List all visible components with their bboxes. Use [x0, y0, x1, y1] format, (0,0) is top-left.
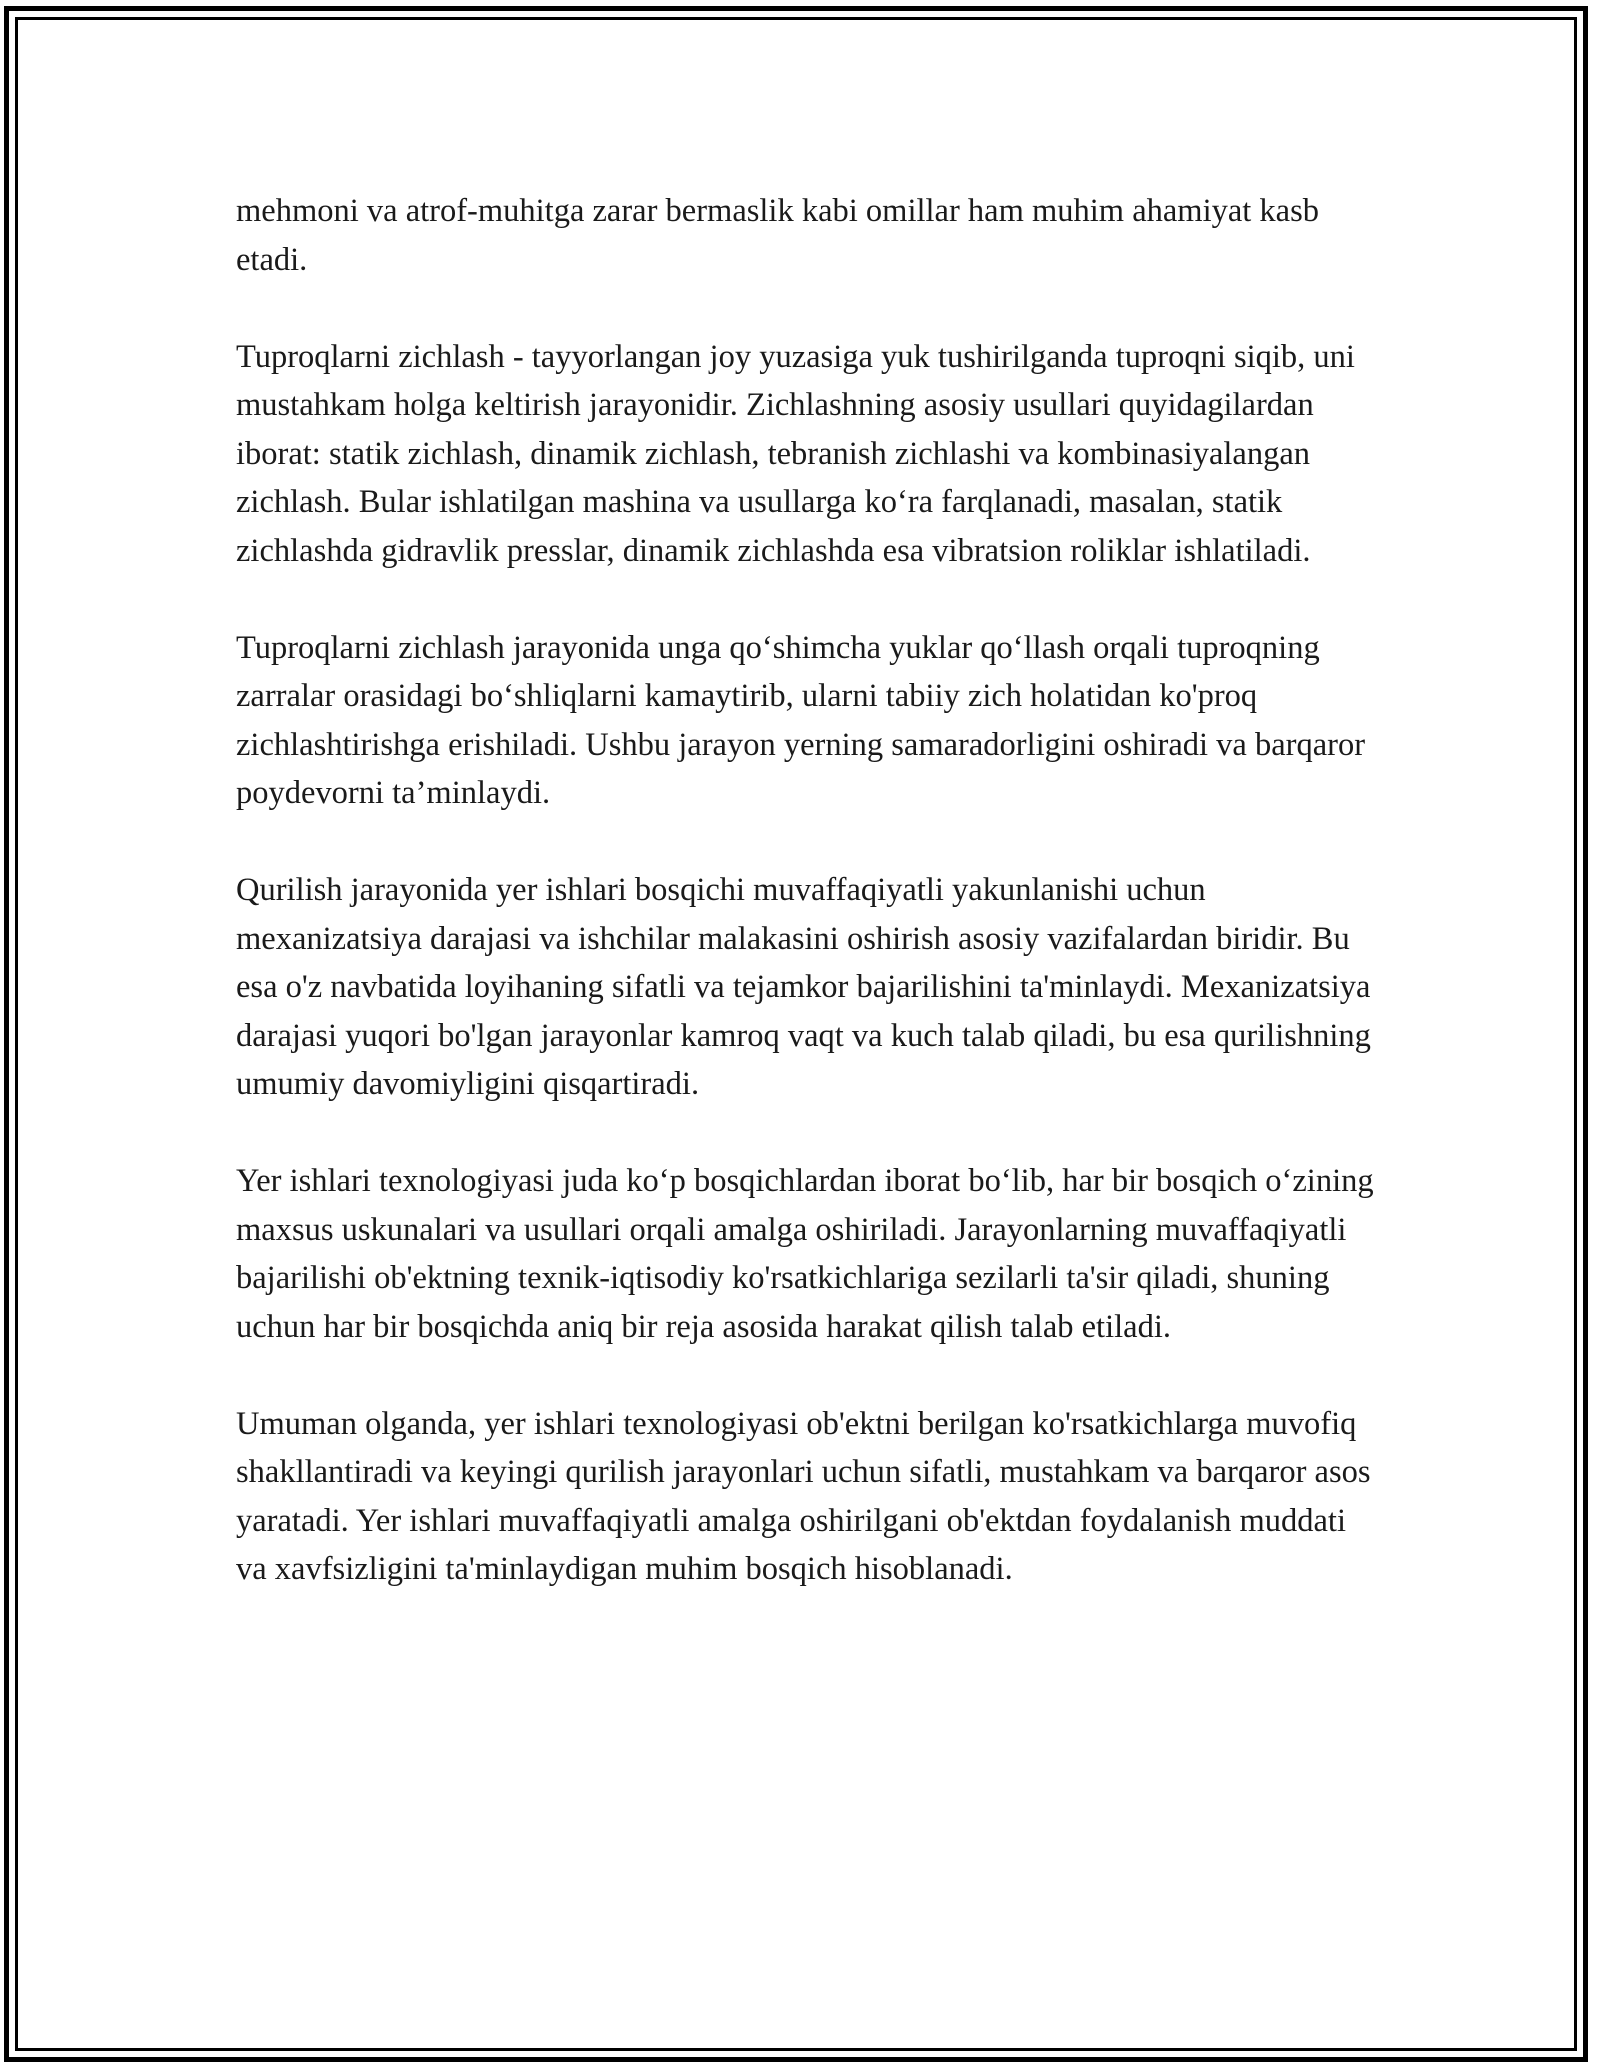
paragraph-2: Tuproqlarni zichlash - tayyorlangan joy yuzasiga yuk tushirilganda tuproqni siqib, uni mustahkam holga keltirish jarayonidir. Zichlashning asosiy usullari quyidagilardan iborat: statik zichlash, dinamik zichlash, tebranish zichlashi va kombinasiyalangan zichlash. Bular ishlatilgan mashina va usullarga koʻra farqlanadi, masalan, statik zichlashda gidravlik presslar, dinamik zichlashda esa vibratsion roliklar ishlatiladi. [236, 338, 1355, 569]
paragraph-3: Tuproqlarni zichlash jarayonida unga qoʻshimcha yuklar qoʻllash orqali tuproqning zarralar orasidagi boʻshliqlarni kamaytirib, ularni tabiiy zich holatidan ko'proq zichlashtirishga erishiladi. Ushbu jarayon yerning samaradorligini oshiradi va barqaror poydevorni ta’minlaydi. [236, 629, 1366, 811]
paragraph-1: mehmoni va atrof-muhitga zarar bermaslik kabi omillar ham muhim ahamiyat kasb etadi. [236, 193, 1320, 278]
paragraph-4: Qurilish jarayonida yer ishlari bosqichi muvaffaqiyatli yakunlanishi uchun mexanizatsiya darajasi va ishchilar malakasini oshirish asosiy vazifalardan biridir. Bu esa o'z navbatida loyihaning sifatli va tejamkor bajarilishini ta'minlaydi. Mexanizatsiya darajasi yuqori bo'lgan jarayonlar kamroq vaqt va kuch talab qiladi, bu esa qurilishning umumiy davomiyligini qisqartiradi. [236, 872, 1371, 1102]
paragraph-6: Umuman olganda, yer ishlari texnologiyasi ob'ektni berilgan ko'rsatkichlarga muvofiq shakllantiradi va keyingi qurilish jarayonlari uchun sifatli, mustahkam va barqaror asos yaratadi. Yer ishlari muvaffaqiyatli amalga oshirilgani ob'ektdan foydalanish muddati va xavfsizligini ta'minlaydigan muhim bosqich hisoblanadi. [236, 1405, 1371, 1587]
document-body [236, 187, 1376, 1642]
paragraph-5: Yer ishlari texnologiyasi juda koʻp bosqichlardan iborat boʻlib, har bir bosqich oʻzining maxsus uskunalari va usullari orqali amalga oshiriladi. Jarayonlarning muvaffaqiyatli bajarilishi ob'ektning texnik-iqtisodiy ko'rsatkichlariga sezilarli ta'sir qiladi, shuning uchun har bir bosqichda aniq bir reja asosida harakat qilish talab etiladi. [236, 1163, 1374, 1345]
